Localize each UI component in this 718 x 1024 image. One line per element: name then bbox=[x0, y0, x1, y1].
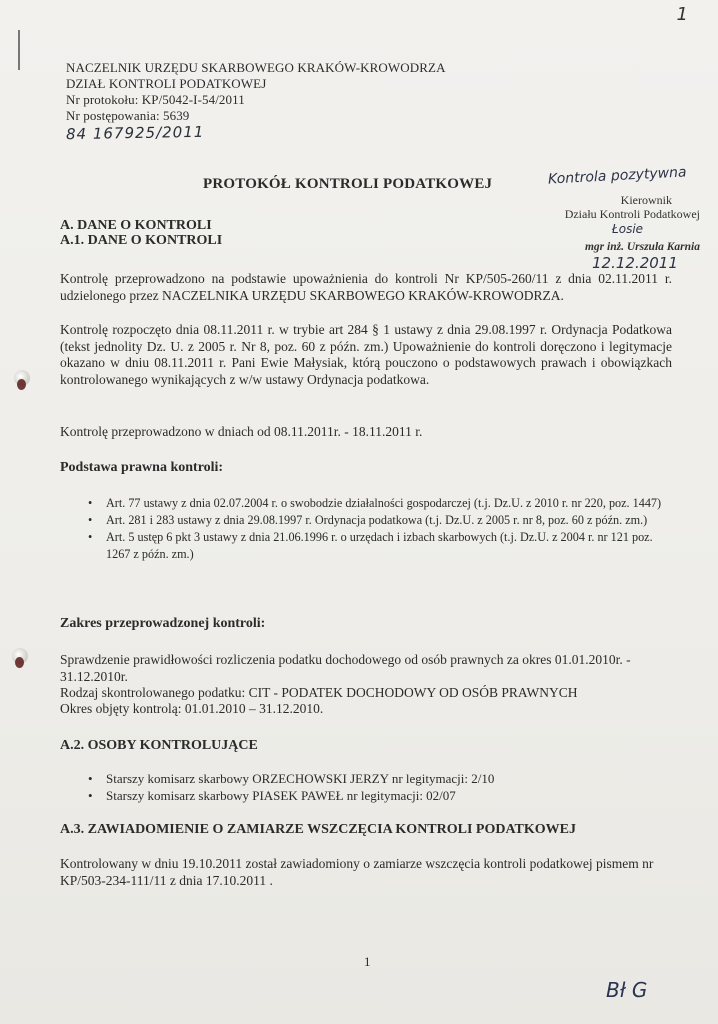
stamp-role-2: Działu Kontroli Podatkowej bbox=[564, 207, 700, 221]
list-item bbox=[88, 770, 670, 787]
list-item bbox=[88, 512, 670, 529]
punch-hole bbox=[14, 370, 30, 386]
bullet: • bbox=[88, 788, 93, 803]
stamp-name: mgr inż. Urszula Karnia bbox=[584, 241, 700, 253]
pencil-mark bbox=[18, 30, 20, 70]
section-a-title: A. DANE O KONTROLI bbox=[60, 218, 212, 233]
scope-line-2: Rodzaj skontrolowanego podatku: CIT - PODATEK DOCHODOWY OD OSÓB PRAWNYCH bbox=[60, 685, 578, 700]
header-protocol-number: Nr protokołu: KP/5042-I-54/2011 bbox=[66, 92, 245, 107]
paragraph-authorization: Kontrolę przeprowadzono na podstawie upoważnienia do kontroli Nr KP/505-260/11 z dnia 02.11.2011 r. udzielonego przez NACZELNIKA URZĘDU SKARBOWEGO KRAKÓW-KROWODRZA. bbox=[60, 271, 672, 303]
corner-page-number: 1 bbox=[676, 4, 688, 25]
bullet: • bbox=[88, 513, 93, 527]
scope-title: Zakres przeprowadzonej kontroli: bbox=[60, 616, 266, 631]
list-item bbox=[88, 495, 670, 512]
punch-hole bbox=[12, 648, 28, 664]
bullet: • bbox=[88, 530, 93, 544]
list-item-text: Art. 281 i 283 ustawy z dnia 29.08.1997 r. Ordynacja podatkowa (t.j. Dz.U. z 2005 r. nr 8, poz. 60 z późn. zm.) bbox=[106, 513, 648, 527]
list-item bbox=[88, 529, 670, 563]
handwritten-date: 12.12.2011 bbox=[592, 254, 678, 272]
page-number: 1 bbox=[364, 954, 371, 969]
section-a3-title: A.3. ZAWIADOMIENIE O ZAMIARZE WSZCZĘCIA KONTROLI PODATKOWEJ bbox=[60, 822, 577, 837]
list-item-text: Art. 77 ustawy z dnia 02.07.2004 r. o swobodzie działalności gospodarczej (t.j. Dz.U. z 2010 r. nr 220, poz. 1447) bbox=[106, 496, 662, 510]
document-header bbox=[66, 60, 446, 124]
list-item-text: Art. 5 ustęp 6 pkt 3 ustawy z dnia 21.06.1996 r. o urzędach i izbach skarbowych (t.j. Dz.U. z 2004 r. nr 121 poz. 1267 z późn. zm.) bbox=[106, 530, 653, 561]
header-department: DZIAŁ KONTROLI PODATKOWEJ bbox=[66, 76, 267, 91]
handwritten-signature: Łosie bbox=[612, 222, 644, 236]
scope-line-3: Okres objęty kontrolą: 01.01.2010 – 31.12.2010. bbox=[60, 701, 324, 716]
section-a1-title: A.1. DANE O KONTROLI bbox=[60, 233, 223, 248]
list-item-text: Starszy komisarz skarbowy PIASEK PAWEŁ nr legitymacji: 02/07 bbox=[106, 788, 456, 803]
stamp-role-1: Kierownik bbox=[620, 193, 672, 207]
notification-text: Kontrolowany w dniu 19.10.2011 został zawiadomiony o zamiarze wszczęcia kontroli podatkowej pismem nr KP/503-234-111/11 z dnia 17.10.2011 . bbox=[60, 856, 654, 888]
scope-line-1: Sprawdzenie prawidłowości rozliczenia podatku dochodowego od osób prawnych za okres 01.01.2010r. - 31.12.2010r. bbox=[60, 652, 631, 684]
inspectors-list bbox=[88, 770, 670, 804]
header-office: NACZELNIK URZĘDU SKARBOWEGO KRAKÓW-KROWODRZA bbox=[66, 60, 446, 75]
document-title: PROTOKÓŁ KONTROLI PODATKOWEJ bbox=[203, 176, 493, 192]
handwritten-reference: 84 167925/2011 bbox=[65, 122, 205, 144]
paragraph-start: Kontrolę rozpoczęto dnia 08.11.2011 r. w trybie art 284 § 1 ustawy z dnia 29.08.1997 r. Ordynacja Podatkowa (tekst jednolity Dz. U. z 2005 r. Nr 8, poz. 60 z późn. zm.) Upoważnienie do kontroli doręczono i legitymacje okazano w dniu 08.11.2011 r. Pani Ewie Małysiak, którą pouczono o podstawowych prawach i obowiązkach kontrolowanego wynikających z w/w ustawy Ordynacja podatkowa. bbox=[60, 322, 672, 387]
header-proceeding-number: Nr postępowania: 5639 bbox=[66, 108, 190, 123]
handwritten-approval-note: Kontrola pozytywna bbox=[547, 164, 687, 188]
footer-initials: Bł G bbox=[606, 978, 648, 1002]
paragraph-period: Kontrolę przeprowadzono w dniach od 08.11.2011r. - 18.11.2011 r. bbox=[60, 424, 423, 439]
section-a2-title: A.2. OSOBY KONTROLUJĄCE bbox=[60, 738, 258, 753]
bullet: • bbox=[88, 771, 93, 786]
list-item-text: Starszy komisarz skarbowy ORZECHOWSKI JERZY nr legitymacji: 2/10 bbox=[106, 771, 495, 786]
legal-basis-title: Podstawa prawna kontroli: bbox=[60, 460, 224, 475]
legal-basis-list bbox=[88, 495, 670, 563]
list-item bbox=[88, 787, 670, 804]
bullet: • bbox=[88, 496, 93, 510]
